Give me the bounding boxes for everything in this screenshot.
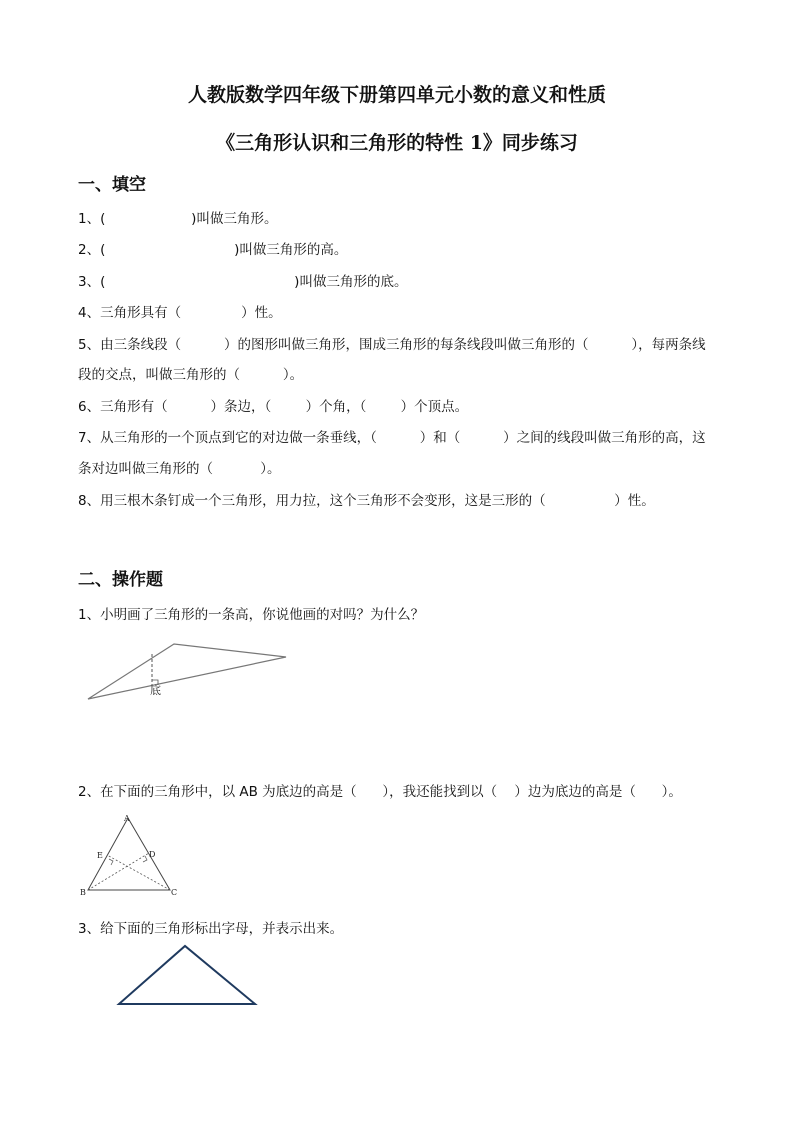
section2-heading: 二、操作题 <box>78 570 163 590</box>
fill-item-8: 8、用三根木条钉成一个三角形，用力拉，这个三角形不会变形，这是三形的（ ）性。 <box>78 493 655 509</box>
fill-item-3: 3、( )叫做三角形的底。 <box>78 274 408 290</box>
fill-item-7b: 条对边叫做三角形的（ ）。 <box>78 461 281 477</box>
fill-item-4: 4、三角形具有（ ）性。 <box>78 305 282 321</box>
page-title: 人教版数学四年级下册第四单元小数的意义和性质 <box>187 84 606 106</box>
q2-right-angle-d <box>143 856 147 862</box>
question-1: 1、小明画了三角形的一条高，你说他画的对吗？为什么？ <box>78 607 425 623</box>
fill-item-2: 2、( )叫做三角形的高。 <box>78 242 348 258</box>
q2-triangle-figure <box>80 813 180 898</box>
q3-triangle <box>119 946 255 1004</box>
q2-right-angle-e <box>109 859 113 865</box>
fill-item-6: 6、三角形有（ ）条边，（ ）个角，（ ）个顶点。 <box>78 399 469 415</box>
question-2: 2、在下面的三角形中，以 AB 为底边的高是（ ），我还能找到以（ ）边为底边的高是（ ）。 <box>78 784 682 800</box>
page-subtitle: 《三角形认识和三角形的特性 1》同步练习 <box>216 132 578 154</box>
fill-item-5a: 5、由三条线段（ ）的图形叫做三角形，围成三角形的每条线段叫做三角形的（ ），每两条线 <box>78 337 706 353</box>
fill-item-7a: 7、从三角形的一个顶点到它的对边做一条垂线，（ ）和（ ）之间的线段叫做三角形的高，这 <box>78 430 706 446</box>
label-c: C <box>171 888 178 897</box>
fill-item-5b: 段的交点，叫做三角形的（ ）。 <box>78 367 304 383</box>
q1-triangle-figure <box>78 640 293 704</box>
question-3: 3、给下面的三角形标出字母，并表示出来。 <box>78 921 344 937</box>
section1-heading: 一、填空 <box>78 175 146 195</box>
q3-triangle-figure <box>115 943 260 1009</box>
label-e: E <box>97 851 103 860</box>
q1-base-label: 底 <box>150 684 161 697</box>
label-b: B <box>80 888 86 897</box>
label-a: A <box>124 814 130 823</box>
label-d: D <box>149 850 156 859</box>
fill-item-1: 1、( )叫做三角形。 <box>78 211 278 227</box>
